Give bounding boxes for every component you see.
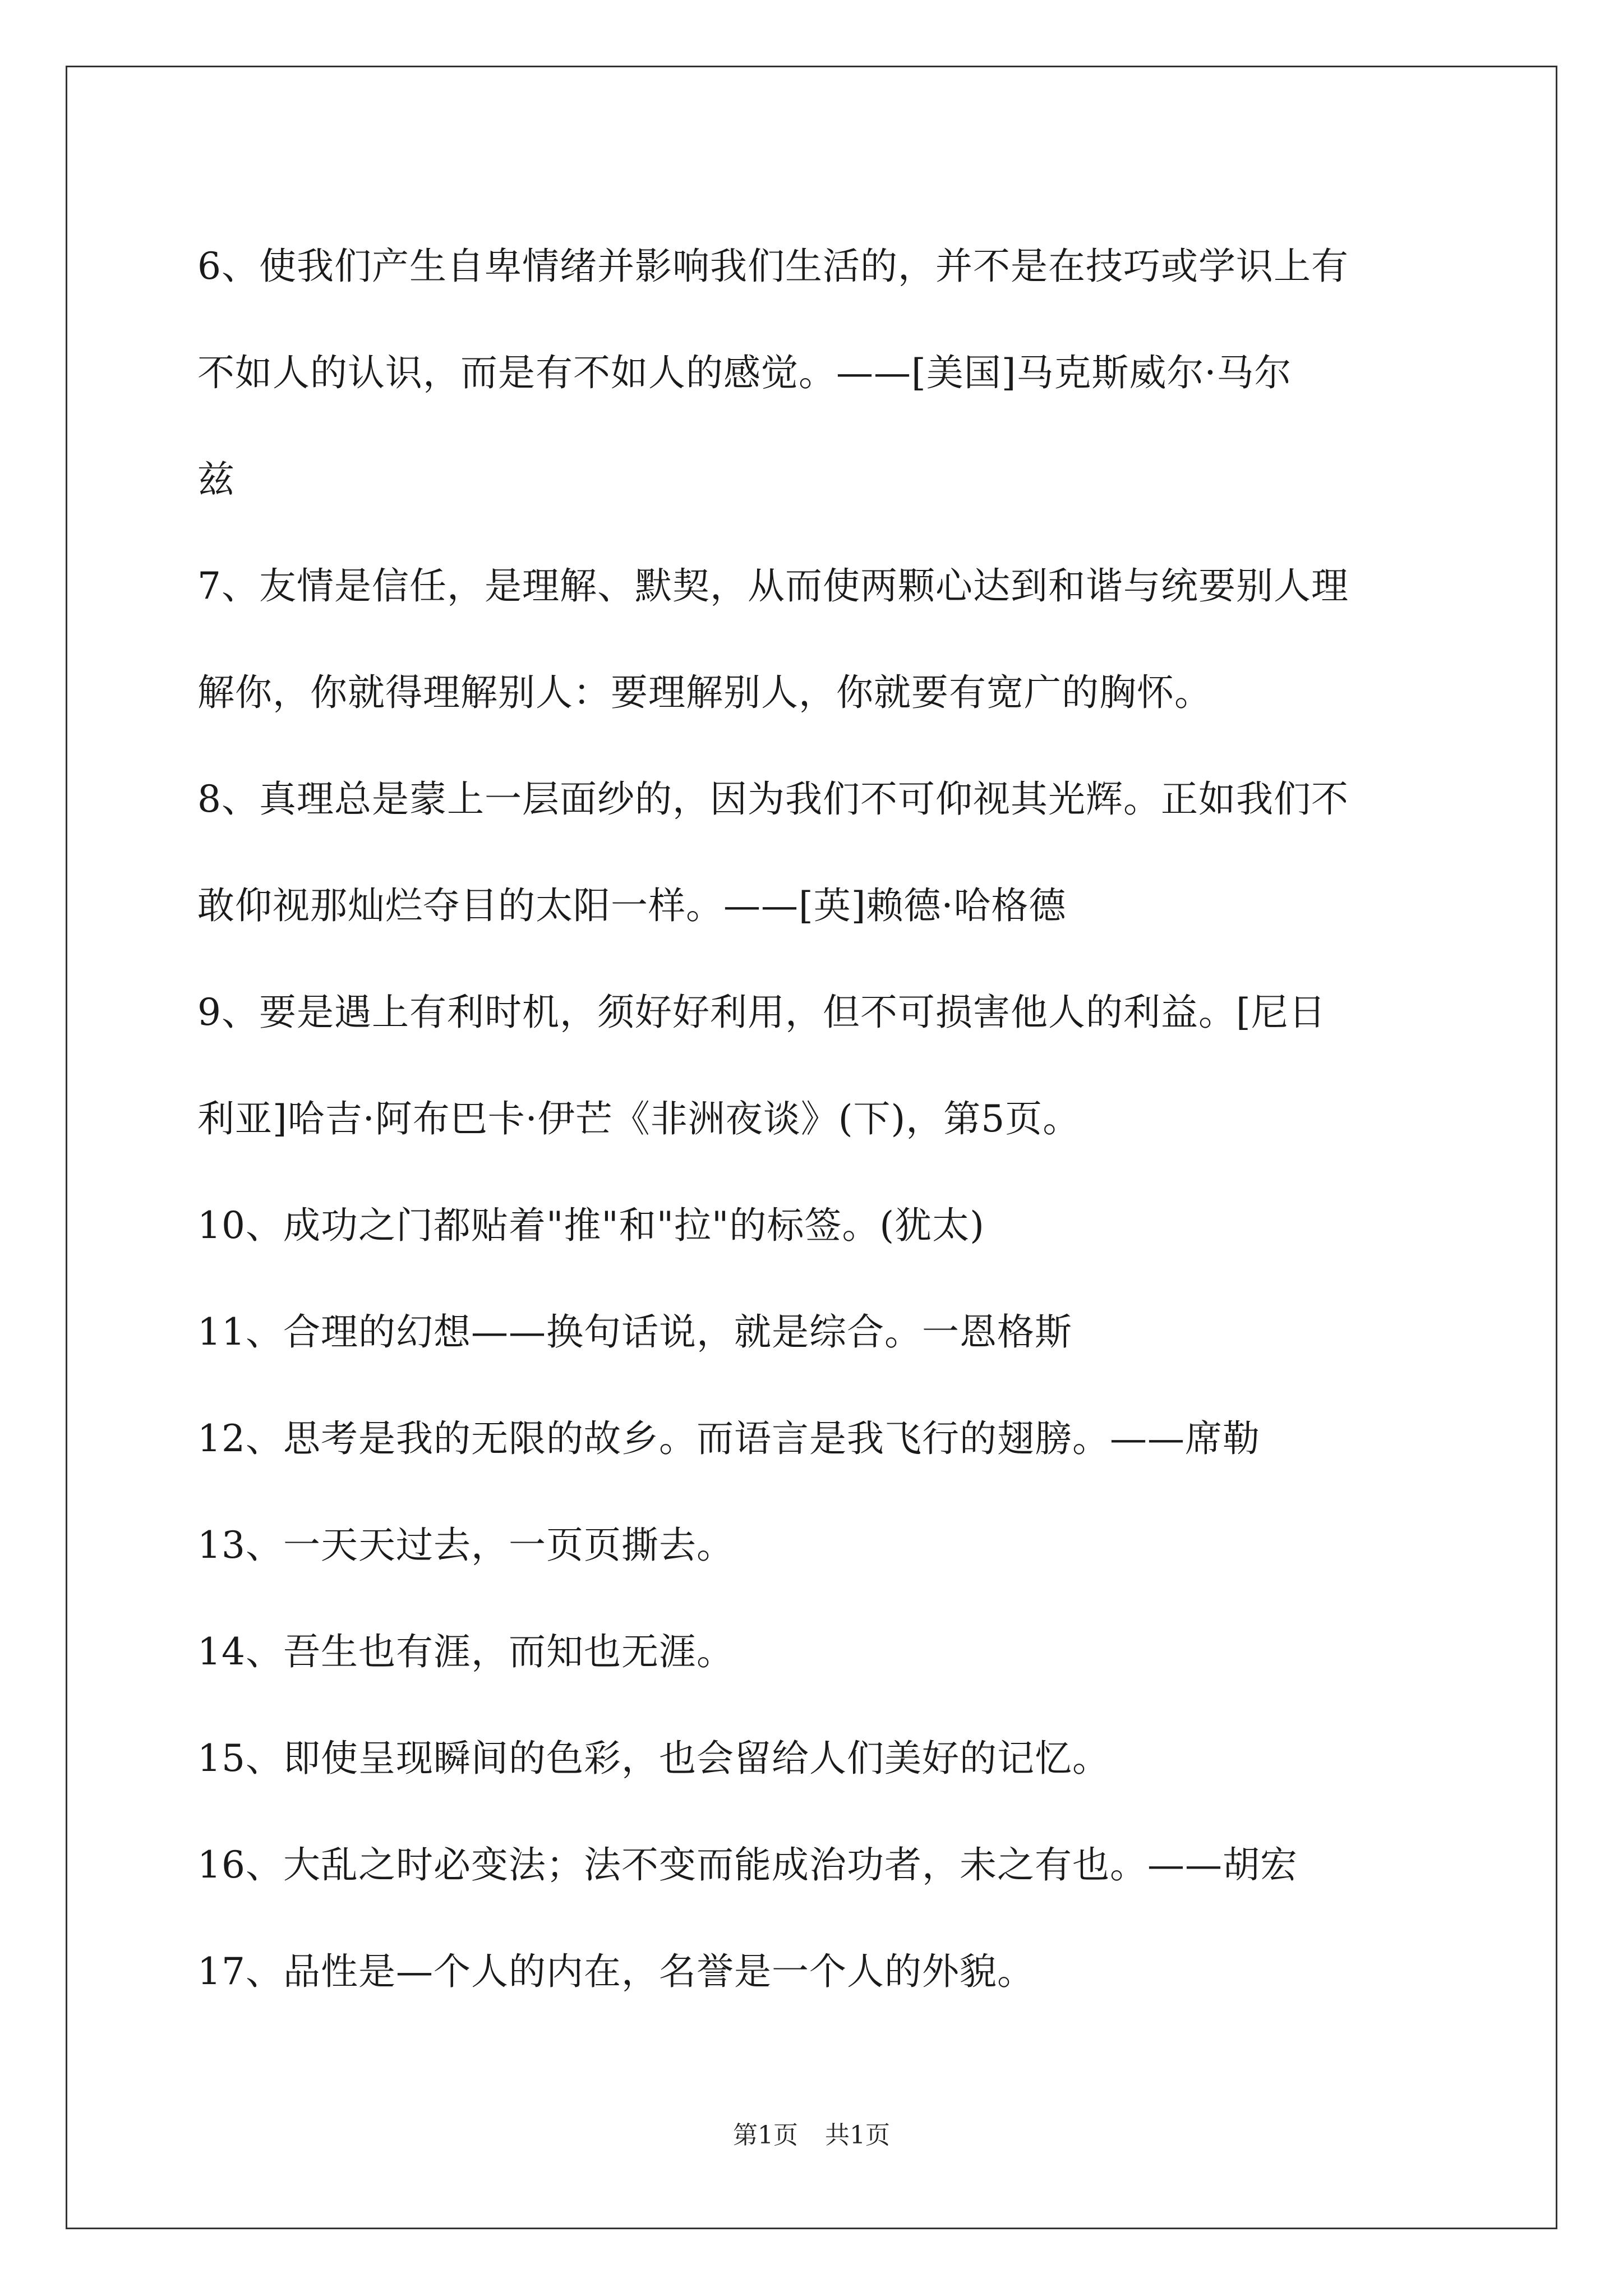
text-line: 8、真理总是蒙上一层面纱的，因为我们不可仰视其光辉。正如我们不 (197, 777, 1349, 821)
text-line: 12、思考是我的无限的故乡。而语言是我飞行的翅膀。——席勒 (197, 1417, 1260, 1460)
text-line: 17、品性是—个人的内在，名誉是一个人的外貌。 (197, 1950, 1035, 1993)
text-line: 10、成功之门都贴着"推"和"拉"的标签。(犹太) (197, 1204, 985, 1247)
page-total: 共1页 (825, 2121, 890, 2150)
text-line: 6、使我们产生自卑情绪并影响我们生活的，并不是在技巧或学识上有 (197, 245, 1349, 288)
text-line: 14、吾生也有涯，而知也无涯。 (197, 1630, 734, 1673)
text-line: 敢仰视那灿烂夺目的太阳一样。——[英]赖德·哈格德 (197, 884, 1067, 927)
document-body (197, 213, 1431, 2025)
text-line: 兹 (197, 458, 235, 501)
text-line: 15、即使呈现瞬间的色彩，也会留给人们美好的记忆。 (197, 1737, 1110, 1780)
text-line: 7、友情是信任，是理解、默契，从而使两颗心达到和谐与统要别人理 (197, 564, 1349, 608)
text-line: 9、要是遇上有利时机，须好好利用，但不可损害他人的利益。[尼日 (197, 991, 1326, 1034)
text-line: 解你，你就得理解别人：要理解别人，你就要有宽广的胸怀。 (197, 671, 1212, 714)
text-line: 利亚]哈吉·阿布巴卡·伊芒《非洲夜谈》(下)，第5页。 (197, 1097, 1081, 1140)
text-line: 16、大乱之时必变法；法不变而能成治功者，未之有也。——胡宏 (197, 1843, 1298, 1887)
text-line: 11、合理的幻想——换句话说，就是综合。一恩格斯 (197, 1310, 1072, 1354)
page-number: 第1页 (733, 2121, 798, 2150)
page-footer (0, 2115, 1623, 2151)
text-line: 不如人的认识，而是有不如人的感觉。——[美国]马克斯威尔·马尔 (197, 351, 1292, 394)
text-line: 13、一天天过去，一页页撕去。 (197, 1524, 734, 1567)
